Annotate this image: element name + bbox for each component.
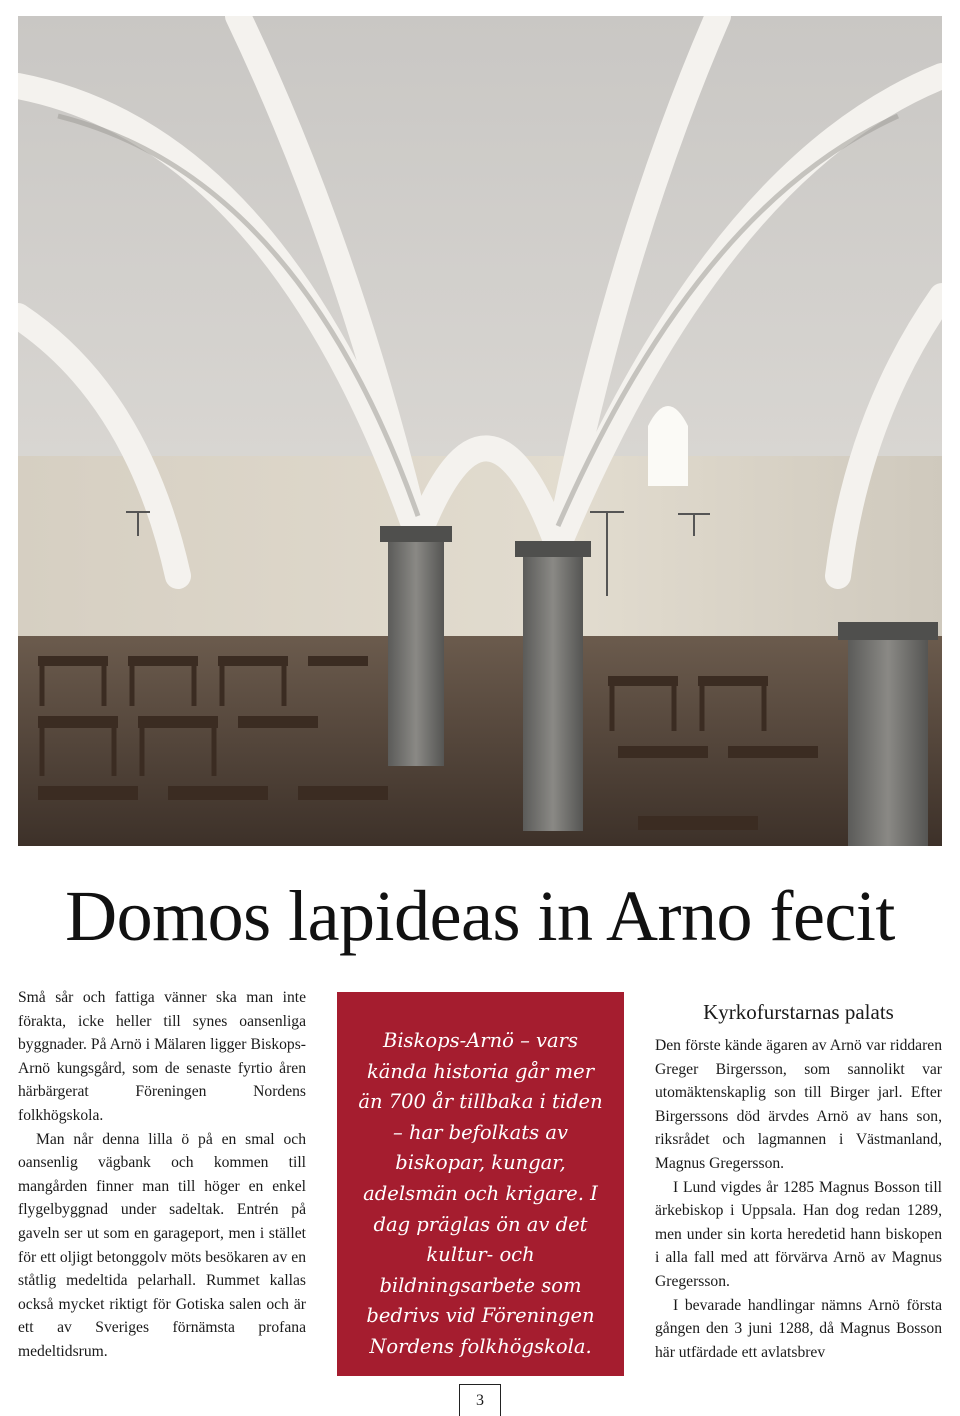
page-number: 3 — [459, 1384, 501, 1416]
paragraph: Den förste kände ägaren av Arnö var riddaren Greger Birgersson, som sannolikt var utomäktenskaplig son till Birger jarl. Efter Birgerssons död ärvdes Arnö av hans son, riksrådet och lagmannen i Västmanland, Magnus Gregersson. — [655, 1037, 942, 1172]
vaulted-hall-photo — [18, 16, 942, 846]
section-heading: Kyrkofurstarnas palats — [703, 1000, 894, 1024]
paragraph: Man når denna lilla ö på en smal och oansenlig vägbank och kommen till mangården finner man till höger en enkel flygelbyggnad under sadeltak. Entrén på gaveln ser ut som en garageport, men i stället för ett oljigt betonggolv möts besökaren av en ståtlig medeltida pelarhall. Rummet kallas också mycket riktigt för Gotiska salen och är ett av Sveriges förnämsta profana medeltidsrum. — [18, 1130, 306, 1360]
paragraph: Små sår och fattiga vänner ska man inte förakta, icke heller till synes oansenliga byggnader. På Arnö i Mälaren ligger Biskops-Arnö kungsgård, som de senaste fyrtio åren härbärgerat Föreningen Nordens folkhögskola. — [18, 989, 306, 1124]
paragraph: I bevarade handlingar nämns Arnö första gången den 3 juni 1288, då Magnus Bosson här utfärdade ett avlatsbrev — [655, 1296, 942, 1361]
page-title: Domos lapideas in Arno fecit — [65, 876, 895, 956]
left-text-column — [18, 986, 306, 1364]
pull-quote-box — [337, 992, 624, 1376]
right-text-column — [655, 996, 942, 1364]
paragraph: I Lund vigdes år 1285 Magnus Bosson till ärkebiskop i Uppsala. Han dog redan 1289, men under sin korta heredetid hann biskopen i alla fall med att förvärva Arnö av Magnus Gregersson. — [655, 1178, 942, 1290]
pull-quote-text: Biskops-Arnö – vars kända historia går mer än 700 år tillbaka i tiden – har befolkats av biskopar, kungar, adelsmän och krigare. I dag präglas ön av det kultur- och bildningsarbete som bedrivs vid Föreningen Nordens folkhögskola. — [358, 1029, 603, 1358]
vaulted-hall-illustration — [18, 16, 942, 846]
